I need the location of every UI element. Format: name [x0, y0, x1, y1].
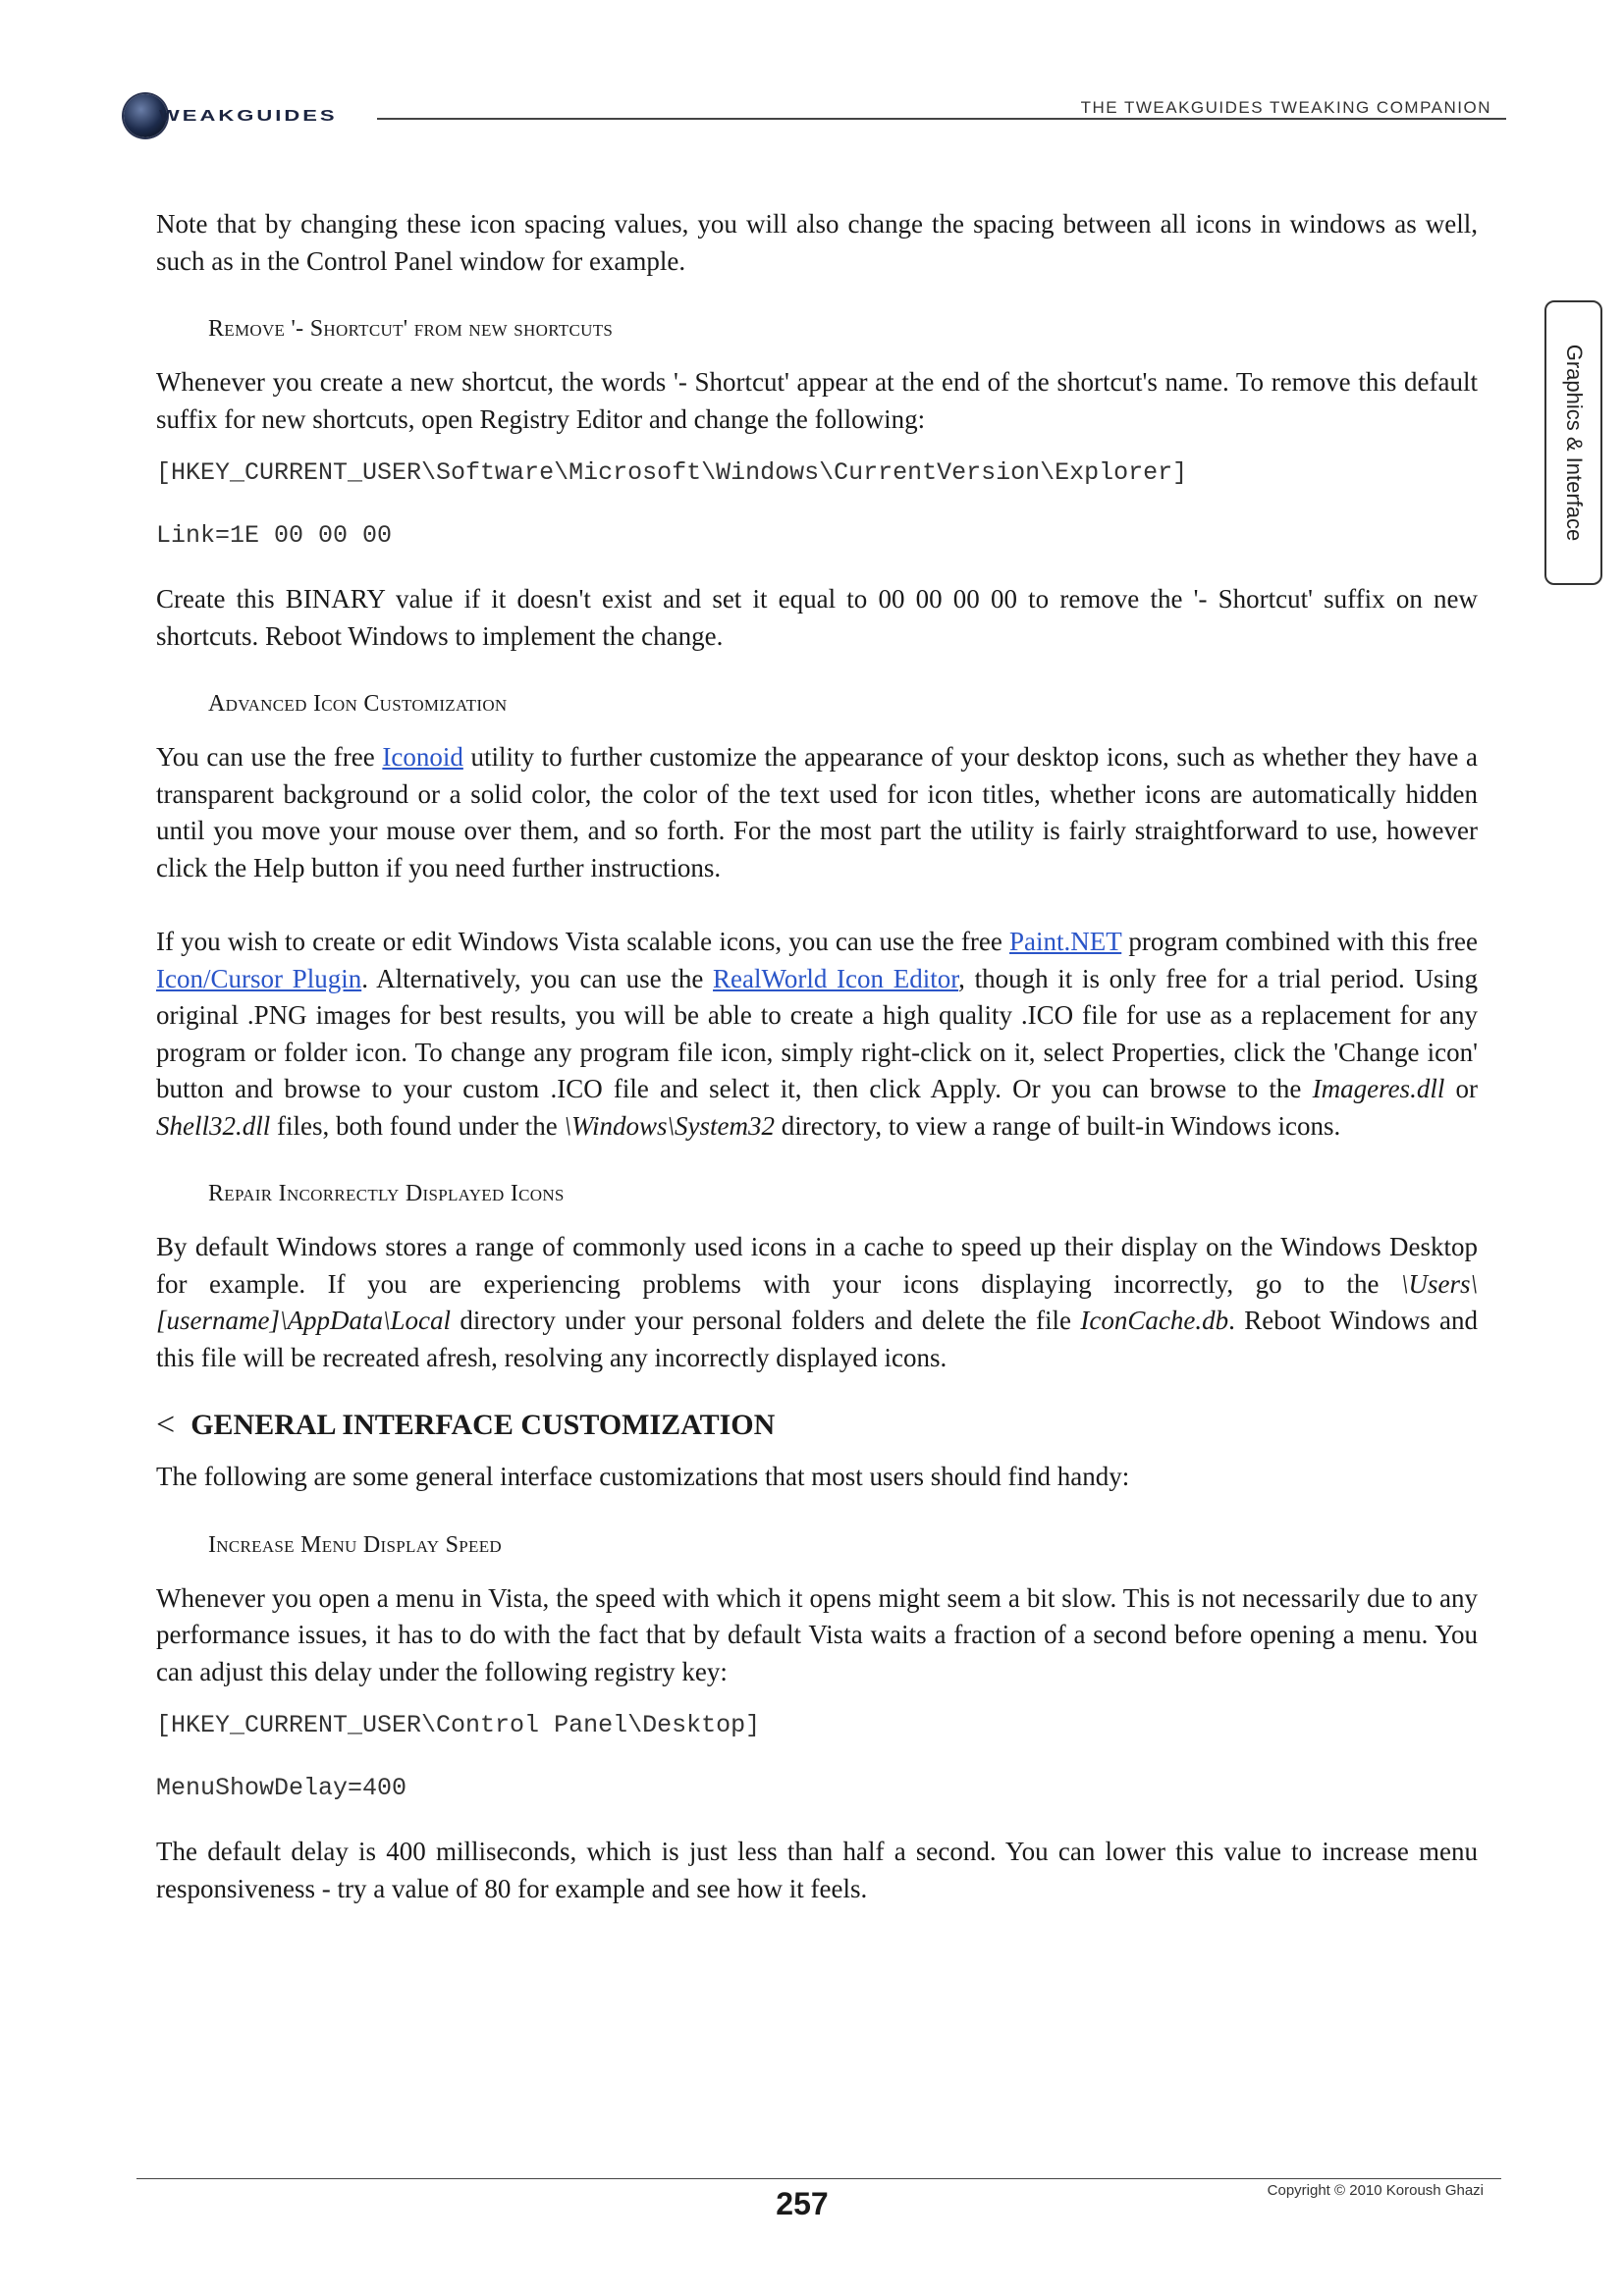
- text-run: By default Windows stores a range of commonly used icons in a cache to speed up their display on the Windows Desktop for example. If you are experiencing problems with your icons displaying incorrectly, go to the: [156, 1232, 1478, 1299]
- page-content: [156, 206, 1478, 1907]
- text-run: utility to further customize the appearance of your desktop icons, such as whether they have a transparent background or a solid color, the color of the text used for icon titles, whether icons are automatically hidden until you move your mouse over them, and so forth. For the most part the utility is fairly straightforward to use, however click the Help button if you need further instructions.: [156, 742, 1478, 882]
- subheading-repair-icons: Repair Incorrectly Displayed Icons: [208, 1181, 565, 1206]
- text-run: directory under your personal folders and delete the file: [451, 1306, 1081, 1335]
- header-rule: [377, 118, 1506, 120]
- paragraph-icon-cache: [156, 1229, 1478, 1376]
- section-heading-text: GENERAL INTERFACE CUSTOMIZATION: [190, 1409, 776, 1441]
- text-run: You can use the free: [156, 742, 383, 772]
- registry-value-link: Link=1E 00 00 00: [156, 521, 393, 550]
- text-run: , though it is only free for a trial period. Using original .PNG images for best results, you will be able to create a high quality .ICO file for use as a replacement for any program or folder icon. To change any program file icon, simply right-click on it, select Properties, click the 'Change icon' button and browse to your custom .ICO file and select it, then click Apply. Or you can browse to the: [156, 963, 1478, 1103]
- text-run: If you wish to create or edit Windows Vista scalable icons, you can use the free: [156, 927, 1009, 956]
- text-run: program combined with this free: [1121, 927, 1478, 956]
- realworld-icon-editor-link[interactable]: RealWorld Icon Editor: [713, 963, 959, 993]
- text-run: directory, to view a range of built-in Windows icons.: [774, 1110, 1341, 1141]
- text-run: or: [1444, 1074, 1478, 1103]
- italic-run: Imageres.dll: [1312, 1074, 1445, 1103]
- iconoid-link[interactable]: Iconoid: [382, 742, 463, 772]
- italic-run: \Windows\System32: [564, 1110, 775, 1141]
- section-arrow-icon: <: [156, 1407, 176, 1443]
- text-run: files, both found under the: [270, 1110, 565, 1141]
- subheading-menu-speed: Increase Menu Display Speed: [208, 1531, 502, 1558]
- copyright-notice: Copyright © 2010 Koroush Ghazi: [1267, 2182, 1484, 2199]
- italic-run: Shell32.dll: [156, 1110, 271, 1141]
- paint-net-link[interactable]: Paint.NET: [1009, 927, 1122, 956]
- paragraph-shortcut-suffix: Whenever you create a new shortcut, the words '- Shortcut' appear at the end of the shortcut's name. To remove this default suffix for new shortcuts, open Registry Editor and change the following:: [156, 367, 1478, 434]
- subheading-remove-shortcut: Remove '- Shortcut' from new shortcuts: [208, 316, 614, 342]
- paragraph-iconoid: [156, 739, 1478, 886]
- tweakguides-logo: [124, 94, 359, 143]
- side-section-tab: [1544, 300, 1602, 585]
- text-run: . Alternatively, you can use the: [361, 963, 714, 993]
- registry-value-menushowdelay: MenuShowDelay=400: [156, 1774, 407, 1802]
- footer-rule: [136, 2178, 1501, 2179]
- text-run: . Reboot Windows and this file will be recreated afresh, resolving any incorrectly displayed icons.: [156, 1306, 1479, 1372]
- side-section-tab-label: Graphics & Interface: [1561, 344, 1587, 542]
- icon-cursor-plugin-link[interactable]: Icon/Cursor Plugin: [156, 963, 362, 993]
- section-heading-general-interface: [156, 1406, 1478, 1445]
- registry-key-desktop: [HKEY_CURRENT_USER\Control Panel\Desktop]: [156, 1711, 761, 1739]
- header-title: THE TWEAKGUIDES TWEAKING COMPANION: [1080, 98, 1491, 117]
- paragraph-menu-delay: Whenever you open a menu in Vista, the speed with which it opens might seem a bit slow. This is not necessarily due to any performance issues, it has to do with the fact that by default Vista waits a fraction of a second before opening a menu. You can adjust this delay under the following registry key:: [156, 1582, 1478, 1686]
- registry-key-explorer: [HKEY_CURRENT_USER\Software\Microsoft\Windows\CurrentVersion\Explorer]: [156, 458, 1188, 487]
- paragraph-icon-spacing-note: Note that by changing these icon spacing values, you will also change the spacing between all icons in windows as well, such as in the Control Panel window for example.: [156, 209, 1478, 276]
- subheading-advanced-icon: Advanced Icon Customization: [208, 691, 508, 717]
- logo-text: WEAKGUIDES: [159, 106, 338, 125]
- paragraph-binary-value: Create this BINARY value if it doesn't exist and set it equal to 00 00 00 00 to remove the '- Shortcut' suffix on new shortcuts. Reboot Windows to implement the change.: [156, 584, 1478, 651]
- italic-run: \Users\[username]\AppData\Local: [156, 1268, 1478, 1335]
- paragraph-icon-editors: [156, 924, 1478, 1145]
- paragraph-default-delay: The default delay is 400 milliseconds, which is just less than half a second. You can lower this value to increase menu responsiveness - try a value of 80 for example and see how it feels.: [156, 1837, 1478, 1903]
- italic-run: IconCache.db: [1080, 1306, 1229, 1335]
- page-number: 257: [776, 2186, 829, 2221]
- paragraph-general-intro: The following are some general interface customizations that most users should find handy:: [156, 1462, 1130, 1491]
